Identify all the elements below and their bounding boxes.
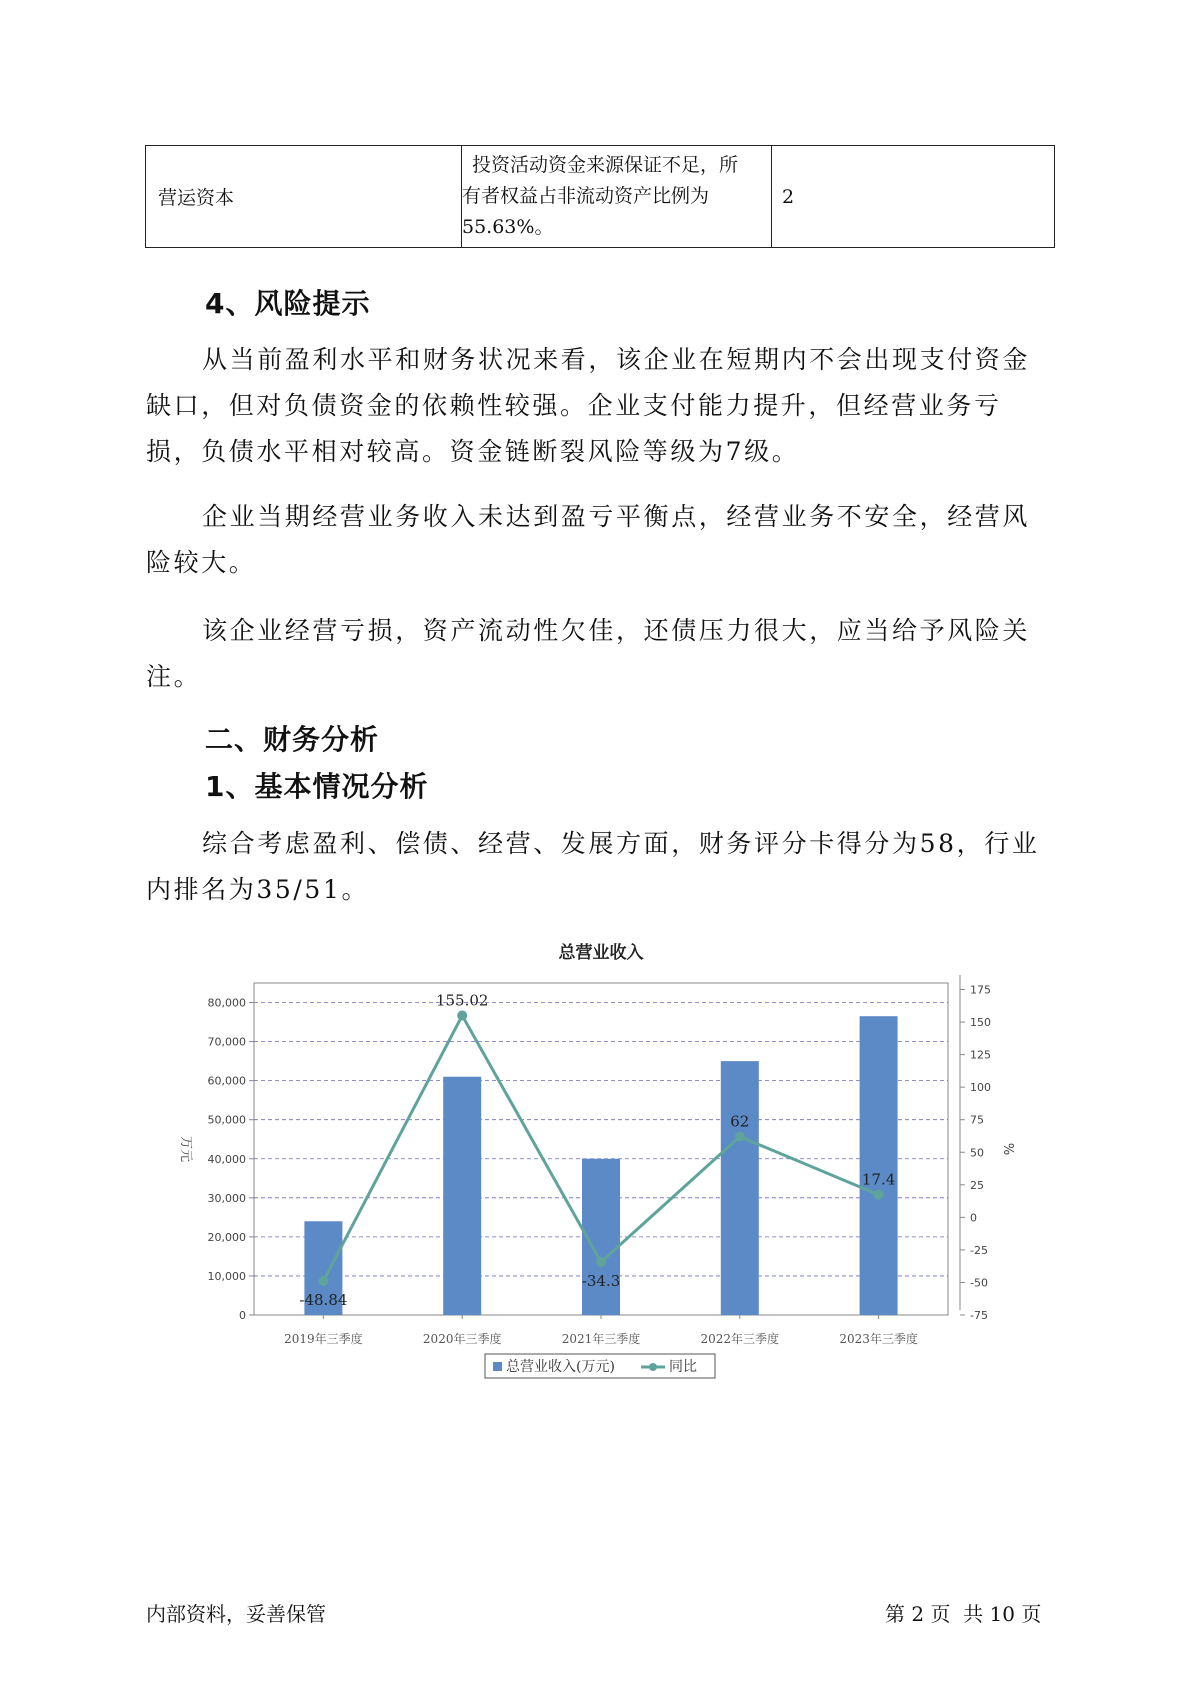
risk-paragraph-1: 从当前盈利水平和财务状况来看，该企业在短期内不会出现支付资金缺口，但对负债资金的依赖性较强。企业支付能力提升，但经营业务亏损，负债水平相对较高。资金链断裂风险等级为7级。 bbox=[146, 345, 1031, 466]
yoy-data-label: -34.3 bbox=[581, 1272, 621, 1291]
risk-factor-table bbox=[145, 145, 1055, 248]
yoy-data-label: 155.02 bbox=[435, 991, 489, 1010]
y2-tick-label: -50 bbox=[970, 1276, 988, 1290]
y-tick-label: 30,000 bbox=[207, 1191, 246, 1205]
x-tick-label: 2023年三季度 bbox=[839, 1332, 918, 1346]
description-line-2: 有者权益占非流动资产比例为 bbox=[462, 185, 710, 207]
legend-bar-swatch bbox=[493, 1362, 502, 1371]
table-cell-factor: 营运资本 bbox=[146, 146, 462, 248]
y-tick-label: 20,000 bbox=[207, 1230, 246, 1244]
yoy-point bbox=[735, 1132, 745, 1142]
y2-axis-label: % bbox=[1000, 1142, 1015, 1156]
y2-tick-label: 100 bbox=[970, 1081, 991, 1095]
yoy-data-label: -48.84 bbox=[299, 1290, 348, 1309]
x-tick-label: 2020年三季度 bbox=[422, 1332, 502, 1346]
risk-paragraph-3: 该企业经营亏损，资产流动性欠佳，还债压力很大，应当给予风险关注。 bbox=[146, 616, 1031, 691]
y2-tick-label: 125 bbox=[970, 1048, 991, 1062]
revenue-chart bbox=[170, 930, 1030, 1400]
bar bbox=[860, 1016, 898, 1315]
yoy-point bbox=[596, 1257, 606, 1267]
chart-title: 总营业收入 bbox=[558, 943, 644, 963]
y2-tick-label: -25 bbox=[970, 1243, 988, 1257]
legend-line-label: 同比 bbox=[669, 1359, 697, 1375]
description-line-3: 55.63%。 bbox=[462, 216, 554, 238]
y-tick-label: 0 bbox=[239, 1309, 246, 1322]
x-tick-label: 2022年三季度 bbox=[700, 1332, 780, 1346]
y-axis-label: 万元 bbox=[178, 1135, 193, 1163]
x-tick-label: 2019年三季度 bbox=[284, 1332, 363, 1346]
yoy-point bbox=[874, 1190, 884, 1200]
y2-tick-label: 175 bbox=[970, 983, 991, 997]
basic-analysis-heading: 1、基本情况分析 bbox=[205, 770, 429, 803]
bar bbox=[721, 1061, 759, 1315]
y2-tick-label: 0 bbox=[970, 1211, 977, 1225]
y2-tick-label: -75 bbox=[970, 1309, 988, 1322]
y-tick-label: 10,000 bbox=[207, 1269, 246, 1283]
legend-bar-label: 总营业收入(万元) bbox=[506, 1359, 615, 1375]
table-cell-score: 2 bbox=[772, 146, 1055, 248]
risk-paragraph-2: 企业当期经营业务收入未达到盈亏平衡点，经营业务不安全，经营风险较大。 bbox=[146, 502, 1031, 577]
x-tick-label: 2021年三季度 bbox=[561, 1332, 641, 1346]
legend-line-marker bbox=[649, 1363, 657, 1371]
y-tick-label: 80,000 bbox=[207, 996, 246, 1010]
score-paragraph: 综合考虑盈利、偿债、经营、发展方面，财务评分卡得分为58，行业内排名为35/51。 bbox=[146, 829, 1040, 904]
yoy-data-label: 62 bbox=[730, 1112, 750, 1131]
footer-page-number: 第 2 页 共 10 页 bbox=[885, 1602, 1042, 1626]
risk-heading: 4、风险提示 bbox=[205, 287, 371, 320]
y-tick-label: 60,000 bbox=[207, 1074, 246, 1088]
y-tick-label: 40,000 bbox=[207, 1152, 246, 1166]
y2-tick-label: 75 bbox=[970, 1113, 984, 1127]
y-tick-label: 70,000 bbox=[207, 1035, 246, 1049]
description-line-1: 投资活动资金来源保证不足，所 bbox=[472, 154, 739, 176]
bar bbox=[443, 1077, 481, 1315]
yoy-point bbox=[457, 1011, 467, 1021]
y2-tick-label: 50 bbox=[970, 1146, 984, 1160]
table-row bbox=[146, 146, 1055, 248]
yoy-point bbox=[318, 1276, 328, 1286]
y2-tick-label: 150 bbox=[970, 1016, 991, 1030]
yoy-data-label: 17.4 bbox=[861, 1170, 896, 1189]
finance-heading: 二、财务分析 bbox=[205, 723, 380, 756]
y2-tick-label: 25 bbox=[970, 1178, 984, 1192]
y-tick-label: 50,000 bbox=[207, 1113, 246, 1127]
footer-confidential: 内部资料，妥善保管 bbox=[146, 1602, 326, 1626]
table-cell-description bbox=[462, 146, 772, 248]
